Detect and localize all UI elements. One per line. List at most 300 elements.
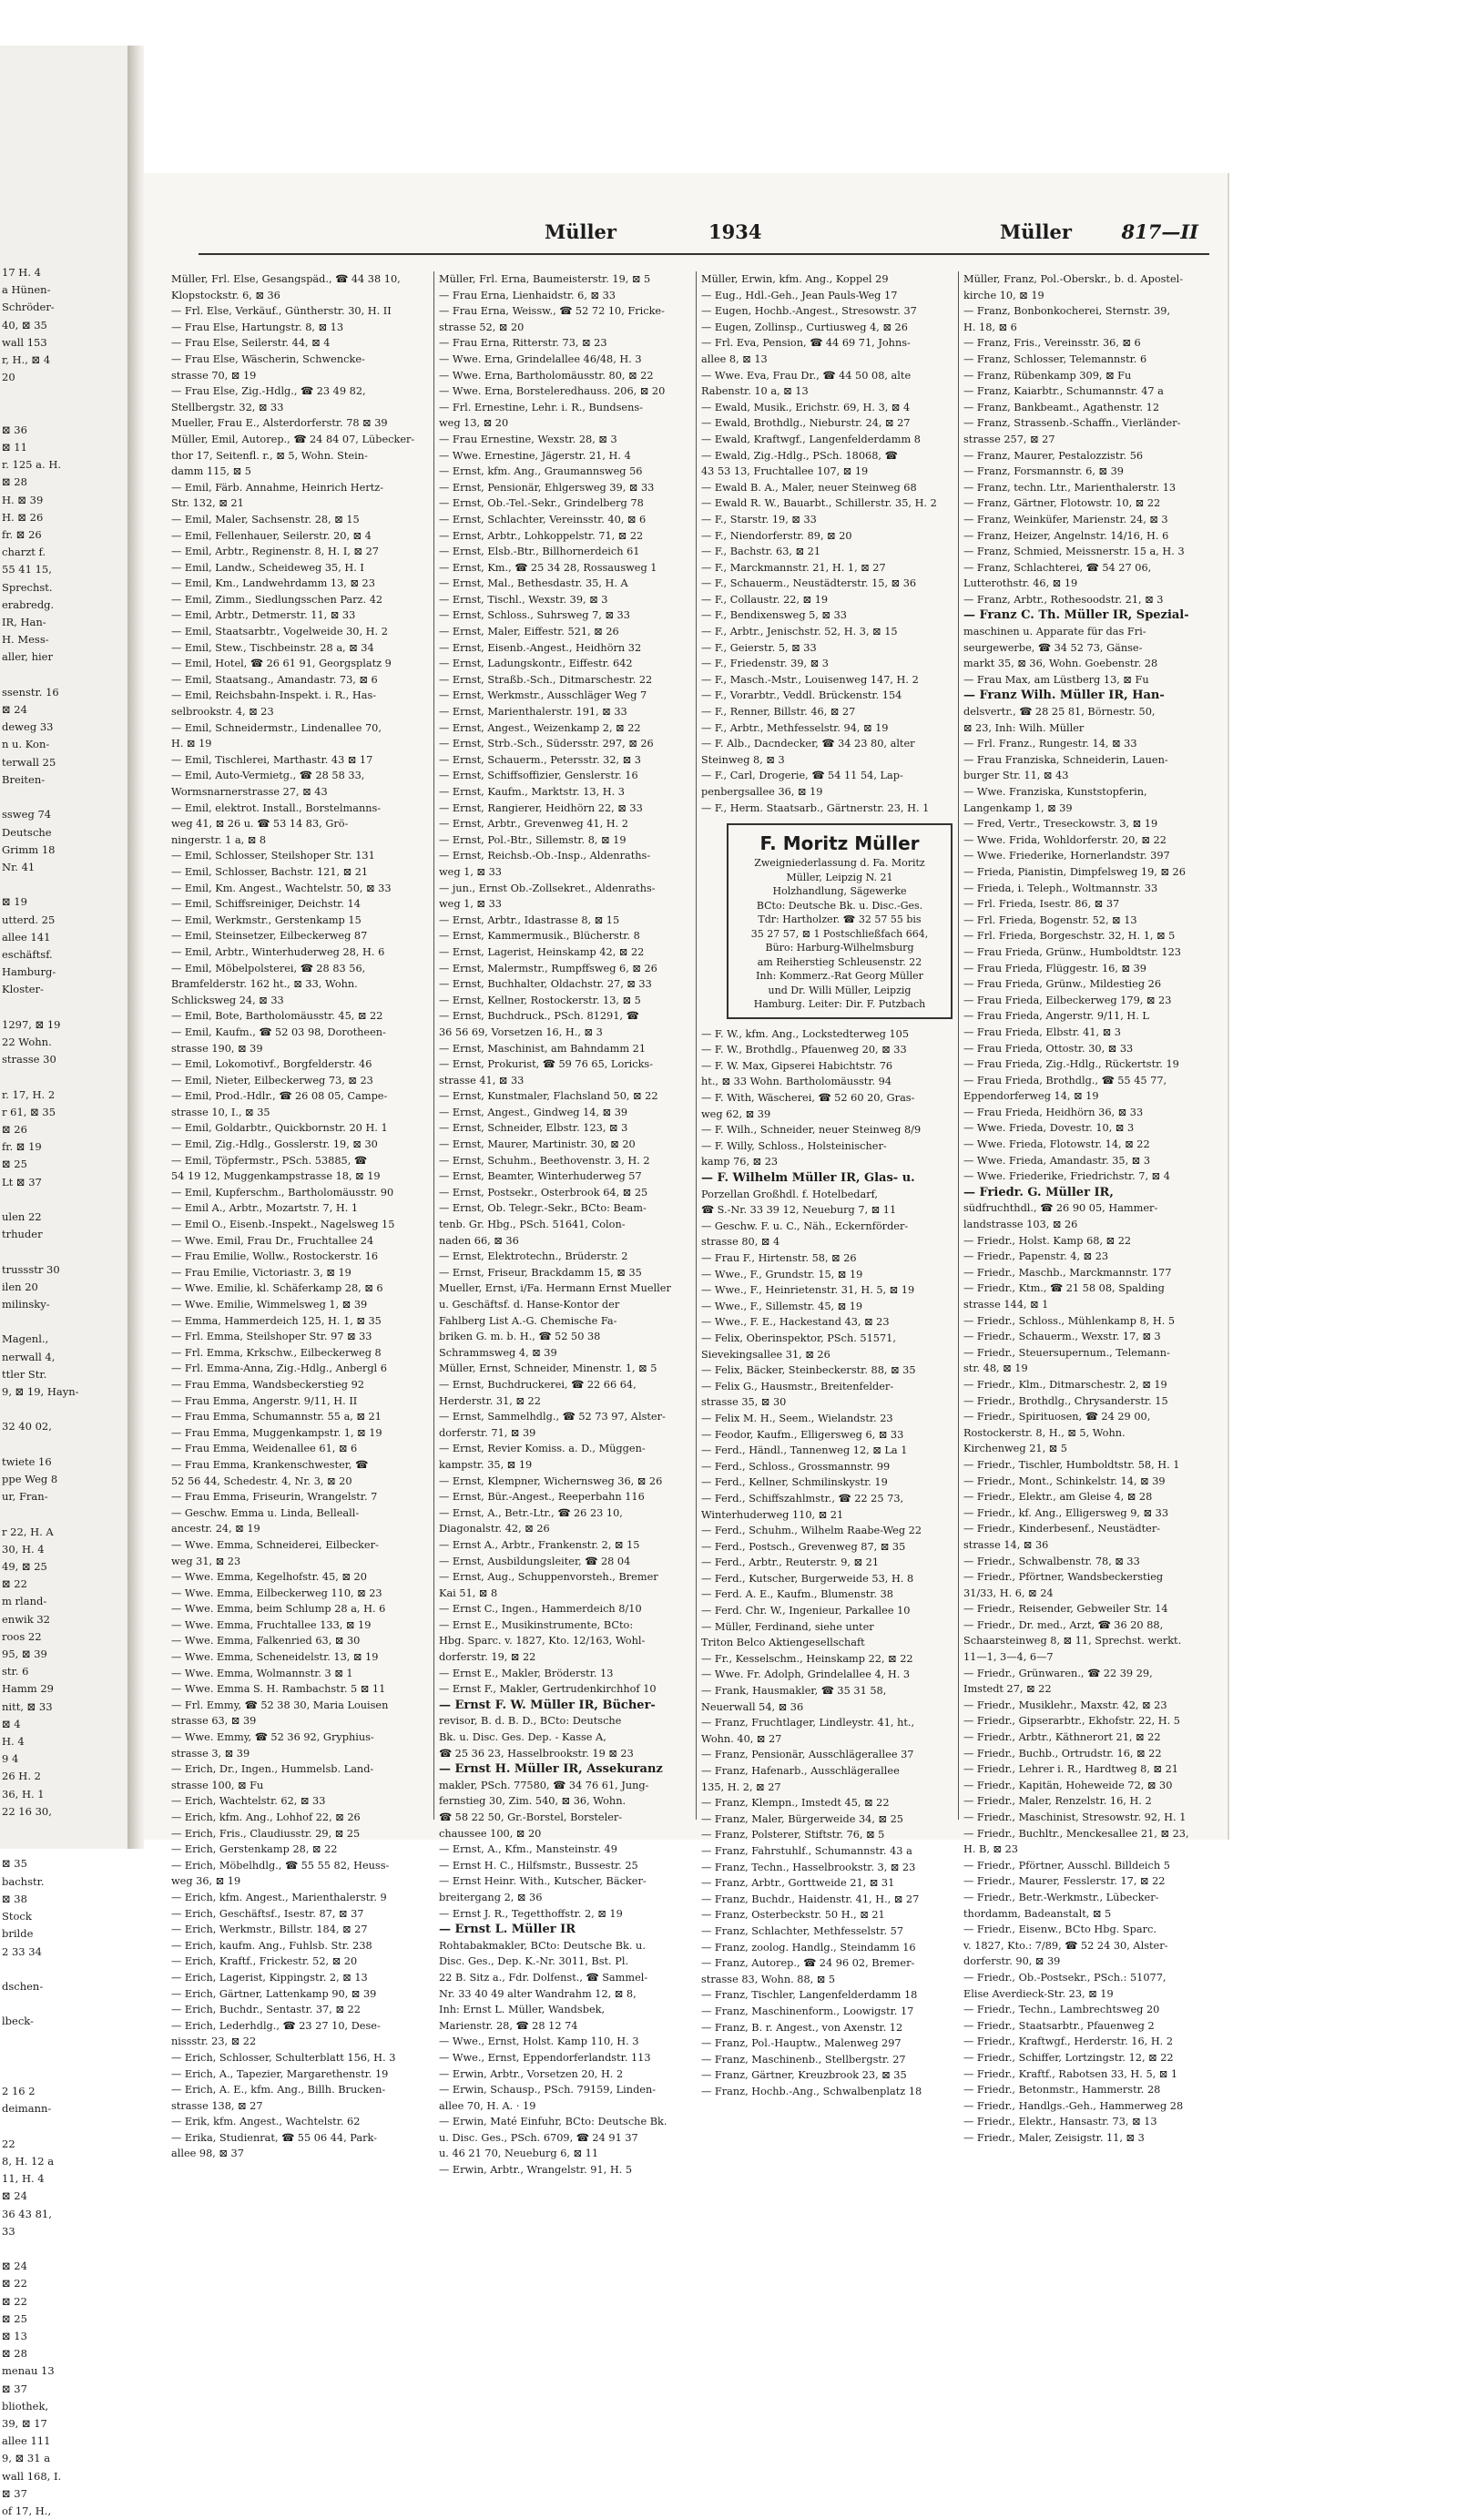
advertisement-line: und Dr. Willi Müller, Leipzig <box>768 984 912 996</box>
directory-entry: — Wwe. Emilie, kl. Schäferkamp 28, ⊠ 6 <box>171 1282 383 1295</box>
left-fragment-line: ⊠ 37 <box>2 2486 27 2500</box>
directory-entry: — Ernst, Tischl., Wexstr. 39, ⊠ 3 <box>439 593 608 606</box>
left-fragment-line: Stock <box>2 1910 32 1923</box>
directory-entry: — Emil, Lokomotivf., Borgfelderstr. 46 <box>171 1058 372 1071</box>
left-fragment-line: ⊠ 24 <box>2 703 27 717</box>
directory-entry: — Emil, Fellenhauer, Seilerstr. 20, ⊠ 4 <box>171 529 372 542</box>
directory-entry: — Frau Max, am Lüstberg 13, ⊠ Fu <box>963 673 1149 686</box>
directory-entry: — Ernst, Buchdruckerei, ☎ 22 66 64, <box>439 1378 637 1391</box>
directory-entry: — Emil, Werkmstr., Gerstenkamp 15 <box>171 913 362 926</box>
left-fragment-line: 36, H. 1 <box>2 1787 45 1801</box>
directory-entry: — Friedr., Maschinist, Stresowstr. 92, H. 1 <box>963 1811 1187 1823</box>
directory-entry: — F., Carl, Drogerie, ☎ 54 11 54, Lap- <box>701 770 903 782</box>
directory-entry: — Friedr., Buchltr., Menckesallee 21, ⊠ 23, <box>963 1827 1189 1840</box>
directory-entry: — Emil, Stew., Tischbeinstr. 28 a, ⊠ 34 <box>171 641 374 654</box>
directory-entry: — Franz, Autorep., ☎ 24 96 02, Bremer- <box>701 1957 915 1970</box>
directory-entry: u. Disc. Ges., PSch. 6709, ☎ 24 91 37 <box>439 2131 638 2144</box>
directory-entry: — Frau Emma, Angerstr. 9/11, H. II <box>171 1394 358 1407</box>
directory-entry: Str. 132, ⊠ 21 <box>171 497 244 510</box>
directory-entry: Rabenstr. 10 a, ⊠ 13 <box>701 385 809 398</box>
directory-entry: — Friedr., Betr.-Werkmstr., Lübecker- <box>963 1891 1159 1903</box>
left-fragment-line: ⊠ 22 <box>2 1577 27 1591</box>
directory-page <box>144 173 1228 2177</box>
directory-entry: — Ernst, A., Kfm., Mansteinstr. 49 <box>439 1843 617 1856</box>
left-fragment-line: milinsky- <box>2 1297 50 1311</box>
directory-entry: — Wwe. Emma, Wolmannstr. 3 ⊠ 1 <box>171 1667 353 1679</box>
directory-entry: — Franz, B. r. Angest., von Axenstr. 12 <box>701 2021 903 2034</box>
directory-entry: — Eugen, Zollinsp., Curtiusweg 4, ⊠ 26 <box>701 321 908 333</box>
directory-entry: — Franz, Schlosser, Telemannstr. 6 <box>963 352 1147 365</box>
left-fragment-line: ulen 22 <box>2 1209 42 1223</box>
directory-entry: — Fred, Vertr., Treseckowstr. 3, ⊠ 19 <box>963 818 1158 831</box>
directory-entry: — Erich, kaufm. Ang., Fuhlsb. Str. 238 <box>171 1939 372 1952</box>
directory-entry: Winterhuderweg 110, ⊠ 21 <box>701 1508 844 1521</box>
left-fragment-line: ⊠ 24 <box>2 2189 27 2203</box>
directory-entry: — Ewald, Brothdlg., Nieburstr. 24, ⊠ 27 <box>701 417 911 430</box>
left-fragment-line: Deutsche <box>2 825 52 839</box>
left-fragment-line: Hamm 29 <box>2 1682 54 1696</box>
directory-entry: — Wwe. Emil, Frau Dr., Fruchtallee 24 <box>171 1234 374 1247</box>
directory-entry: — Wwe., F., Grundstr. 15, ⊠ 19 <box>701 1268 863 1280</box>
directory-entry: — Wwe. Frieda, Dovestr. 10, ⊠ 3 <box>963 1122 1135 1135</box>
directory-entry: — Franz, Hafenarb., Ausschlägerallee <box>701 1765 900 1777</box>
directory-entry: — Frau Emma, Muggenkampstr. 1, ⊠ 19 <box>171 1426 382 1439</box>
left-fragment-line: r 22, H. A <box>2 1525 54 1538</box>
advertisement-line: BCto: Deutsche Bk. u. Disc.-Ges. <box>756 899 923 912</box>
directory-entry: delsvertr., ☎ 28 25 81, Börnestr. 50, <box>963 706 1156 719</box>
page-number: 817—II <box>1121 220 1198 243</box>
left-fragment-line <box>2 1068 124 1086</box>
directory-entry: — Erich, Schlosser, Schulterblatt 156, H. 3 <box>171 2051 396 2064</box>
directory-entry: — Frl. Emma-Anna, Zig.-Hdlg., Anbergl 6 <box>171 1362 387 1375</box>
directory-entry: — Friedr., Spirituosen, ☎ 24 29 00, <box>963 1411 1151 1423</box>
directory-entry: — Frau Frieda, Zig.-Hdlg., Rückertstr. 19 <box>963 1058 1179 1071</box>
left-fragment-line: Hamburg- <box>2 965 56 979</box>
directory-entry: ningerstr. 1 a, ⊠ 8 <box>171 833 267 846</box>
left-fragment-line: H. ⊠ 39 <box>2 493 44 506</box>
directory-entry: — Ernst, Arbtr., Lohkoppelstr. 71, ⊠ 22 <box>439 529 644 542</box>
directory-entry: — Wwe. Emma, Falkenried 63, ⊠ 30 <box>171 1635 361 1648</box>
advertisement-line: Tdr: Hartholzer. ☎ 32 57 55 bis <box>758 913 922 926</box>
left-fragment-line: allee 111 <box>2 2434 51 2448</box>
directory-entry: — Frau Frieda, Angerstr. 9/11, H. L <box>963 1010 1149 1023</box>
directory-entry: — Emil, Auto-Vermietg., ☎ 28 58 33, <box>171 770 365 782</box>
directory-entry: — Ewald B. A., Maler, neuer Steinweg 68 <box>701 481 917 494</box>
directory-entry: — Frl. Franz., Rungestr. 14, ⊠ 33 <box>963 738 1137 750</box>
directory-entry: — Wwe. Emma, Kegelhofstr. 45, ⊠ 20 <box>171 1571 367 1584</box>
directory-entry: Müller, Emil, Autorep., ☎ 24 84 07, Lübecker- <box>171 433 415 445</box>
directory-entry: — Wwe., F. E., Hackestand 43, ⊠ 23 <box>701 1316 890 1329</box>
directory-entry: — Frl. Eva, Pension, ☎ 44 69 71, Johns- <box>701 337 911 350</box>
directory-entry: — Friedr., kf. Ang., Elligersweg 9, ⊠ 33 <box>963 1506 1169 1519</box>
left-fragment-line: 36 43 81, <box>2 2207 52 2220</box>
directory-entry: — Ernst H. Müller IR, Assekuranz <box>439 1762 663 1777</box>
directory-entry: — jun., Ernst Ob.-Zollsekret., Aldenraths- <box>439 882 656 894</box>
left-fragment-line: erabredg. <box>2 597 55 611</box>
directory-entry: — Friedr., Elektr., am Gleise 4, ⊠ 28 <box>963 1491 1153 1504</box>
directory-entry: — Ernst, Malermstr., Rumpffsweg 6, ⊠ 26 <box>439 962 657 974</box>
directory-entry: — Ernst, Schneider, Elbstr. 123, ⊠ 3 <box>439 1122 628 1135</box>
directory-entry: — Friedr., Pförtner, Ausschl. Billdeich 5 <box>963 1859 1170 1872</box>
directory-entry: — Erich, Geschäftsf., Isestr. 87, ⊠ 37 <box>171 1907 364 1920</box>
directory-entry: — F. W., Brothdlg., Pfauenweg 20, ⊠ 33 <box>701 1044 907 1056</box>
directory-entry: — Friedr., Reisender, Gebweiler Str. 14 <box>963 1603 1168 1616</box>
directory-entry: — Emil, Schlosser, Bachstr. 121, ⊠ 21 <box>171 865 369 878</box>
directory-entry: — Ernst, Pol.-Btr., Sillemstr. 8, ⊠ 19 <box>439 833 627 846</box>
advertisement-line: Müller, Leipzig N. 21 <box>786 871 893 883</box>
directory-entry: — Friedr., Maurer, Fesslerstr. 17, ⊠ 22 <box>963 1875 1166 1888</box>
left-fragment-line: r 61, ⊠ 35 <box>2 1105 56 1118</box>
directory-entry: strasse 35, ⊠ 30 <box>701 1396 787 1409</box>
left-fragment-line: 40, ⊠ 35 <box>2 318 47 332</box>
directory-entry: strasse 70, ⊠ 19 <box>171 369 257 382</box>
directory-entry: — Ernst, Km., ☎ 25 34 28, Rossausweg 1 <box>439 561 657 574</box>
directory-entry: — Frau Erna, Weissw., ☎ 52 72 10, Fricke- <box>439 305 665 318</box>
left-fragment-line: enwik 32 <box>2 1612 50 1626</box>
directory-entry: — Frieda, i. Teleph., Woltmannstr. 33 <box>963 882 1158 894</box>
directory-entry: — Ernst, Reichsb.-Ob.-Insp., Aldenraths- <box>439 850 651 862</box>
directory-entry: strasse 41, ⊠ 33 <box>439 1074 525 1087</box>
directory-entry: — Wwe., F., Heinrietenstr. 31, H. 5, ⊠ 19 <box>701 1284 915 1297</box>
directory-entry: — Friedr. G. Müller IR, <box>963 1185 1114 1199</box>
directory-entry: kirche 10, ⊠ 19 <box>963 289 1044 301</box>
directory-entry: Imstedt 27, ⊠ 22 <box>963 1683 1052 1696</box>
directory-entry: strasse 10, I., ⊠ 35 <box>171 1106 270 1118</box>
left-fragment-line: 9 4 <box>2 1752 19 1766</box>
left-fragment-line: Grimm 18 <box>2 842 56 856</box>
left-fragment-line: n u. Kon- <box>2 738 50 751</box>
directory-entry: — Friedr., Techn., Lambrechtsweg 20 <box>963 2004 1160 2016</box>
directory-entry: — Frau Frieda, Ottostr. 30, ⊠ 33 <box>963 1042 1134 1055</box>
directory-entry: tenb. Gr. Hbg., PSch. 51641, Colon- <box>439 1219 626 1231</box>
directory-entry: — Ewald, Kraftwgf., Langenfelderdamm 8 <box>701 433 921 445</box>
left-fragment-line: ttler Str. <box>2 1367 47 1381</box>
directory-entry: südfruchthdl., ☎ 26 90 05, Hammer- <box>963 1202 1158 1215</box>
directory-entry: — Franz, Schlachterei, ☎ 54 27 06, <box>963 561 1152 574</box>
left-fragment-line: ⊠ 28 <box>2 475 27 489</box>
directory-entry: u. Geschäftsf. d. Hanse-Kontor der <box>439 1299 620 1311</box>
directory-entry: — Emil, Töpfermstr., PSch. 53885, ☎ <box>171 1154 367 1167</box>
directory-entry: — Erich, Lederhdlg., ☎ 23 27 10, Dese- <box>171 2019 381 2032</box>
left-fragment-line: terwall 25 <box>2 755 56 769</box>
directory-entry: — Franz, Arbtr., Rothesoodstr. 21, ⊠ 3 <box>963 593 1164 606</box>
directory-entry: — Ernst, Postsekr., Osterbrook 64, ⊠ 25 <box>439 1186 648 1199</box>
directory-entry: — Frau Else, Seilerstr. 44, ⊠ 4 <box>171 337 331 350</box>
directory-entry: Kai 51, ⊠ 8 <box>439 1586 498 1599</box>
directory-entry: — Friedr., Schwalbenstr. 78, ⊠ 33 <box>963 1555 1140 1567</box>
directory-entry: — Emil, Schiffsreiniger, Deichstr. 14 <box>171 898 361 911</box>
directory-entry: — F. W. Max, Gipserei Habichtstr. 76 <box>701 1059 893 1072</box>
directory-entry: — Ernst, Arbtr., Idastrasse 8, ⊠ 15 <box>439 913 620 926</box>
left-fragment-line: charzt f. <box>2 546 46 559</box>
left-fragment-line: strasse 30 <box>2 1053 56 1066</box>
directory-entry: strasse 3, ⊠ 39 <box>171 1747 250 1760</box>
directory-entry: — F., Schauerm., Neustädterstr. 15, ⊠ 36 <box>701 577 917 590</box>
directory-entry: dorferstr. 71, ⊠ 39 <box>439 1426 536 1439</box>
advertisement-line: Holzhandlung, Sägewerke <box>772 885 907 898</box>
directory-entry: — Franz, Techn., Hasselbrookstr. 3, ⊠ 23 <box>701 1861 916 1873</box>
left-fragment-line: ⊠ 19 <box>2 895 27 909</box>
directory-entry: — Frau Else, Hartungstr. 8, ⊠ 13 <box>171 321 344 333</box>
directory-entry: — Friedr., Papenstr. 4, ⊠ 23 <box>963 1250 1109 1263</box>
directory-entry: — Erwin, Arbtr., Wrangelstr. 91, H. 5 <box>439 2164 633 2177</box>
directory-entry: — Friedr., Pförtner, Wandsbeckerstieg <box>963 1571 1164 1584</box>
directory-entry: — Ernst, Maler, Eiffestr. 521, ⊠ 26 <box>439 626 619 638</box>
directory-entry: — Friedr., Ktm., ☎ 21 58 08, Spalding <box>963 1282 1165 1295</box>
left-fragment-line: 2 33 34 <box>2 1944 42 1958</box>
directory-entry: Bramfelderstr. 162 ht., ⊠ 33, Wohn. <box>171 978 358 991</box>
left-fragment-line: ur, Fran- <box>2 1490 48 1504</box>
directory-entry: revisor, B. d. B. D., BCto: Deutsche <box>439 1715 622 1728</box>
directory-entry: — Franz, Maurer, Pestalozzistr. 56 <box>963 449 1144 462</box>
directory-entry: Marienstr. 28, ☎ 28 12 74 <box>439 2019 578 2032</box>
directory-entry: fernstieg 30, Zim. 540, ⊠ 36, Wohn. <box>439 1795 627 1808</box>
directory-entry: Wohn. 40, ⊠ 27 <box>701 1732 782 1745</box>
directory-entry: — Friedr., Dr. med., Arzt, ☎ 36 20 88, <box>963 1618 1164 1631</box>
directory-entry: thordamm, Badeanstalt, ⊠ 5 <box>963 1907 1112 1920</box>
directory-entry: strasse 100, ⊠ Fu <box>171 1779 264 1791</box>
directory-entry: — Ernst, Bür.-Angest., Reeperbahn 116 <box>439 1491 645 1504</box>
directory-entry: — Friedr., Elektr., Hansastr. 73, ⊠ 13 <box>963 2116 1157 2128</box>
directory-entry: — Frl. Frieda, Bogenstr. 52, ⊠ 13 <box>963 913 1137 926</box>
left-fragment-line <box>2 1191 124 1209</box>
directory-entry: — Frau Emma, Weidenallee 61, ⊠ 6 <box>171 1443 358 1455</box>
directory-entry: — Franz, Gärtner, Kreuzbrook 23, ⊠ 35 <box>701 2069 907 2082</box>
directory-entry: strasse 257, ⊠ 27 <box>963 433 1055 445</box>
left-fragment-line: ⊠ 35 <box>2 1857 27 1871</box>
directory-entry: H. ⊠ 19 <box>171 738 212 750</box>
directory-entry: Schrammsweg 4, ⊠ 39 <box>439 1346 557 1359</box>
directory-entry: — Ernst, Lagerist, Heinskamp 42, ⊠ 22 <box>439 945 645 958</box>
directory-column-2 <box>433 271 696 2177</box>
directory-entry: Wormsnarnerstrasse 27, ⊠ 43 <box>171 786 328 798</box>
directory-entry: — Friedr., Schauerm., Wexstr. 17, ⊠ 3 <box>963 1331 1161 1343</box>
directory-entry: — Frau Emma, Krankenschwester, ☎ <box>171 1458 369 1471</box>
left-fragment-line: 9, ⊠ 19, Hayn- <box>2 1385 79 1398</box>
directory-entry: — Emil A., Arbtr., Mozartstr. 7, H. 1 <box>171 1202 359 1215</box>
advertisement-line: Büro: Harburg-Wilhelmsburg <box>765 942 914 954</box>
directory-entry: — Erwin, Maté Einfuhr, BCto: Deutsche Bk. <box>439 2116 667 2128</box>
left-fragment-line: Breiten- <box>2 772 46 786</box>
directory-entry: — Frau Erna, Lienhaidstr. 6, ⊠ 33 <box>439 289 616 301</box>
directory-entry: — Franz, Pensionär, Ausschlägerallee 37 <box>701 1749 914 1761</box>
directory-entry: — Wwe. Frida, Wohldorferstr. 20, ⊠ 22 <box>963 833 1167 846</box>
directory-entry: — Ernst, Straßb.-Sch., Ditmarschestr. 22 <box>439 673 653 686</box>
directory-entry: — Ernst, Schiffsoffizier, Genslerstr. 16 <box>439 770 638 782</box>
left-fragment-line: 22 16 30, <box>2 1804 52 1818</box>
left-fragment-line: 49, ⊠ 25 <box>2 1560 47 1574</box>
directory-entry: — Ernst, Ladungskontr., Eiffestr. 642 <box>439 658 633 670</box>
directory-entry: Neuerwall 54, ⊠ 36 <box>701 1700 804 1713</box>
directory-entry: kampstr. 35, ⊠ 19 <box>439 1458 533 1471</box>
directory-entry: — Emil O., Eisenb.-Inspekt., Nagelsweg 15 <box>171 1219 395 1231</box>
directory-entry: — Wwe. Emma, Schneiderei, Eilbecker- <box>171 1538 379 1551</box>
left-fragment-line <box>2 2118 124 2136</box>
directory-entry: — Friedr., Mont., Schinkelstr. 14, ⊠ 39 <box>963 1474 1166 1487</box>
directory-entry: — Friedr., Betonmstr., Hammerstr. 28 <box>963 2084 1161 2097</box>
directory-entry: — Ernst, Schuhm., Beethovenstr. 3, H. 2 <box>439 1154 650 1167</box>
directory-entry: — Erich, Wachtelstr. 62, ⊠ 33 <box>171 1795 326 1808</box>
directory-entry: — Wwe., F., Sillemstr. 45, ⊠ 19 <box>701 1300 863 1312</box>
directory-entry: — Emil, Reichsbahn-Inspekt. i. R., Has- <box>171 689 377 702</box>
directory-entry: seurgewerbe, ☎ 34 52 73, Gänse- <box>963 641 1143 654</box>
left-fragment-line: trhuder <box>2 1228 43 1241</box>
left-page-fragment <box>0 46 129 2517</box>
directory-entry: — Franz, Fruchtlager, Lindleystr. 41, ht., <box>701 1717 915 1729</box>
directory-entry: — Erich, kfm. Angest., Marienthalerstr. 9 <box>171 1891 387 1903</box>
directory-entry: Inh: Ernst L. Müller, Wandsbek, <box>439 2004 606 2016</box>
directory-entry: strasse 83, Wohn. 88, ⊠ 5 <box>701 1973 836 1985</box>
directory-entry: — Franz, Maler, Bürgerweide 34, ⊠ 25 <box>701 1812 903 1825</box>
directory-entry: — F., Geierstr. 5, ⊠ 33 <box>701 641 817 654</box>
directory-entry: H. B, ⊠ 23 <box>963 1843 1018 1856</box>
directory-entry: — Wwe. Ernestine, Jägerstr. 21, H. 4 <box>439 449 631 462</box>
left-fragment-line: r, H., ⊠ 4 <box>2 353 51 367</box>
directory-entry: allee 8, ⊠ 13 <box>701 352 768 365</box>
directory-entry: — Erich, Möbelhdlg., ☎ 55 55 82, Heuss- <box>171 1859 390 1872</box>
directory-entry: — Friedr., Tischler, Humboldtstr. 58, H. 1 <box>963 1458 1180 1471</box>
directory-entry: — Ernst, Sammelhdlg., ☎ 52 73 97, Alster- <box>439 1411 666 1423</box>
directory-entry: breitergang 2, ⊠ 36 <box>439 1891 543 1903</box>
directory-entry: — Wwe. Friederike, Hornerlandstr. 397 <box>963 850 1170 862</box>
directory-entry: — Ferd., Schiffszahlmstr., ☎ 22 25 73, <box>701 1492 904 1505</box>
left-fragment-line: 20 <box>2 371 15 384</box>
directory-entry: — Franz, Schmied, Meissnerstr. 15 a, H. 3 <box>963 546 1185 558</box>
left-fragment-line <box>2 2048 124 2066</box>
left-fragment-line: 39, ⊠ 17 <box>2 2416 47 2430</box>
directory-entry: — F., Herm. Staatsarb., Gärtnerstr. 23, H. 1 <box>701 801 930 814</box>
directory-entry: str. 48, ⊠ 19 <box>963 1362 1028 1375</box>
directory-entry: — Wwe., Ernst, Holst. Kamp 110, H. 3 <box>439 2035 639 2048</box>
left-fragment-line: menau 13 <box>2 2364 55 2378</box>
directory-entry: — Ernst, Ausbildungsleiter, ☎ 28 04 <box>439 1555 631 1567</box>
directory-entry: — Friedr., Gipserarbtr., Ekhofstr. 22, H. 5 <box>963 1715 1180 1728</box>
directory-entry: strasse 144, ⊠ 1 <box>963 1299 1049 1311</box>
directory-entry: — F., Marckmannstr. 21, H. 1, ⊠ 27 <box>701 561 886 574</box>
directory-entry: — Ewald, Musik., Erichstr. 69, H. 3, ⊠ 4 <box>701 401 911 413</box>
directory-entry: — F., Arbtr., Methfesselstr. 94, ⊠ 19 <box>701 721 889 734</box>
left-fragment-line: m rland- <box>2 1595 47 1608</box>
directory-entry: — Frl. Else, Verkäuf., Güntherstr. 30, H. II <box>171 305 392 318</box>
directory-entry: — Erik, kfm. Angest., Wachtelstr. 62 <box>171 2116 361 2128</box>
directory-entry: penbergsallee 36, ⊠ 19 <box>701 786 823 798</box>
directory-entry: — Frau Frieda, Eilbeckerweg 179, ⊠ 23 <box>963 994 1172 1006</box>
directory-entry: Müller, Ernst, Schneider, Minenstr. 1, ⊠ 5 <box>439 1362 657 1375</box>
directory-entry: 54 19 12, Muggenkampstrasse 18, ⊠ 19 <box>171 1170 381 1183</box>
directory-entry: selbrookstr. 4, ⊠ 23 <box>171 706 274 719</box>
directory-entry: — Franz, techn. Ltr., Marienthalerstr. 13 <box>963 481 1177 494</box>
directory-entry: — Franz Wilh. Müller IR, Han- <box>963 689 1165 703</box>
directory-entry: — Friedr., Staatsarbtr., Pfauenweg 2 <box>963 2019 1155 2032</box>
directory-entry: Fahlberg List A.-G. Chemische Fa- <box>439 1314 617 1327</box>
advertisement-line: am Reiherstieg Schleusenstr. 22 <box>757 955 922 968</box>
left-fragment-line: twiete 16 <box>2 1454 52 1468</box>
directory-entry: — Franz, Polsterer, Stiftstr. 76, ⊠ 5 <box>701 1829 885 1842</box>
directory-entry: strasse 14, ⊠ 36 <box>963 1538 1049 1551</box>
directory-entry: — Ernst, Revier Komiss. a. D., Müggen- <box>439 1443 646 1455</box>
header-left-surname: Müller <box>545 220 616 243</box>
advertisement-title: F. Moritz Müller <box>759 832 920 855</box>
directory-entry: makler, PSch. 77580, ☎ 34 76 61, Jung- <box>439 1779 649 1791</box>
directory-entry: — Emil, Arbtr., Detmerstr. 11, ⊠ 33 <box>171 609 356 622</box>
directory-entry: — F., Niendorferstr. 89, ⊠ 20 <box>701 529 852 542</box>
directory-entry: — Frau Else, Zig.-Hdlg., ☎ 23 49 82, <box>171 385 366 398</box>
directory-entry: — Ferd., Kutscher, Burgerweide 53, H. 8 <box>701 1572 914 1585</box>
left-fragment-line: 17 H. 4 <box>2 266 41 279</box>
left-fragment-line: Kloster- <box>2 983 44 996</box>
directory-entry: — Franz, Tischler, Langenfelderdamm 18 <box>701 1989 918 2002</box>
directory-entry: markt 35, ⊠ 36, Wohn. Goebenstr. 28 <box>963 658 1158 670</box>
directory-entry: Rohtabakmakler, BCto: Deutsche Bk. u. <box>439 1939 646 1952</box>
directory-entry: — Frank, Hausmakler, ☎ 35 31 58, <box>701 1685 887 1698</box>
directory-entry: — Emma, Hammerdeich 125, H. 1, ⊠ 35 <box>171 1314 382 1327</box>
directory-entry: — Felix, Oberinspektor, PSch. 51571, <box>701 1331 896 1344</box>
directory-entry: — F. Alb., Dacndecker, ☎ 34 23 80, alter <box>701 738 915 750</box>
left-fragment-line <box>2 1995 124 2013</box>
directory-entry: — Franz, Buchdr., Haidenstr. 41, H., ⊠ 27 <box>701 1893 920 1905</box>
directory-entry: — Friedr., Buchb., Ortrudstr. 16, ⊠ 22 <box>963 1747 1162 1760</box>
directory-entry: — Ernst, Ob. Telegr.-Sekr., BCto: Beam- <box>439 1202 647 1215</box>
left-fragment-line: 22 Wohn. <box>2 1035 52 1048</box>
directory-entry: allee 98, ⊠ 37 <box>171 2148 244 2160</box>
left-fragment-line: Nr. 41 <box>2 860 36 873</box>
directory-entry: Kirchenweg 21, ⊠ 5 <box>963 1443 1067 1455</box>
left-fragment-line: ⊠ 22 <box>2 2277 27 2290</box>
left-fragment-line: trussstr 30 <box>2 1262 60 1276</box>
directory-entry: — Erich, Lagerist, Kippingstr. 2, ⊠ 13 <box>171 1971 368 1984</box>
left-fragment-line: nerwall 4, <box>2 1350 56 1363</box>
directory-entry: thor 17, Seitenfl. r., ⊠ 5, Wohn. Stein- <box>171 449 368 462</box>
directory-entry: — Erwin, Schausp., PSch. 79159, Linden- <box>439 2084 657 2097</box>
left-fragment-line: ⊠ 24 <box>2 2260 27 2273</box>
directory-entry: — Emil, Möbelpolsterei, ☎ 28 83 56, <box>171 962 366 974</box>
directory-entry: — Emil, Kupferschm., Bartholomäusstr. 90 <box>171 1186 394 1199</box>
left-fragment-line: allee 141 <box>2 930 51 944</box>
directory-entry: — Franz, Maschinenform., Loowigstr. 17 <box>701 2005 914 2017</box>
directory-entry: ☎ 58 22 50, Gr.-Borstel, Borsteler- <box>439 1811 623 1823</box>
directory-entry: — Wwe. Erna, Bartholomäusstr. 80, ⊠ 22 <box>439 369 654 382</box>
directory-entry: — Friedr., Maler, Zeisigstr. 11, ⊠ 3 <box>963 2131 1145 2144</box>
directory-entry: — Wwe. Eva, Frau Dr., ☎ 44 50 08, alte <box>701 369 912 382</box>
directory-entry: — Frau Emma, Wandsbeckerstieg 92 <box>171 1378 364 1391</box>
directory-entry: — Wwe. Erna, Grindelallee 46/48, H. 3 <box>439 352 642 365</box>
directory-entry: — F., Bachstr. 63, ⊠ 21 <box>701 546 821 558</box>
directory-entry: — F., Bendixensweg 5, ⊠ 33 <box>701 609 847 622</box>
left-fragment-line: ssweg 74 <box>2 808 52 821</box>
directory-entry: weg 62, ⊠ 39 <box>701 1107 771 1120</box>
directory-entry: — Ernst, Rangierer, Heidhörn 22, ⊠ 33 <box>439 801 643 814</box>
directory-entry: — Ernst H. C., Hilfsmstr., Bussestr. 25 <box>439 1859 638 1872</box>
left-fragment-line: ppe Weg 8 <box>2 1473 58 1486</box>
directory-entry: — Ferd., Schuhm., Wilhelm Raabe-Weg 22 <box>701 1525 922 1537</box>
directory-entry: — Ernst, Aug., Schuppenvorsteh., Bremer <box>439 1571 658 1584</box>
directory-entry: — Wwe. Emma, beim Schlump 28 a, H. 6 <box>171 1603 386 1616</box>
left-fragment-line: brilde <box>2 1927 34 1941</box>
directory-entry: — Geschw. F. u. C., Näh., Eckernförder- <box>701 1219 909 1232</box>
directory-entry: kamp 76, ⊠ 23 <box>701 1156 779 1168</box>
directory-entry: ht., ⊠ 33 Wohn. Bartholomäusstr. 94 <box>701 1076 892 1088</box>
directory-entry: — Emil, Zimm., Siedlungsschen Parz. 42 <box>171 593 383 606</box>
left-fragment-line: 55 41 15, <box>2 563 52 576</box>
directory-entry: ⊠ 23, Inh: Wilh. Müller <box>963 721 1085 734</box>
left-fragment-line: ⊠ 38 <box>2 1892 27 1905</box>
page-header <box>199 220 1209 255</box>
directory-entry: — Franz C. Th. Müller IR, Spezial- <box>963 608 1189 623</box>
directory-entry: — Ernst, Kunstmaler, Flachsland 50, ⊠ 22 <box>439 1090 658 1103</box>
directory-entry: — Frl. Frieda, Isestr. 86, ⊠ 37 <box>963 898 1120 911</box>
directory-entry: — Geschw. Emma u. Linda, Belleall- <box>171 1506 360 1519</box>
directory-entry: Mueller, Ernst, i/Fa. Hermann Ernst Mueller <box>439 1282 671 1295</box>
